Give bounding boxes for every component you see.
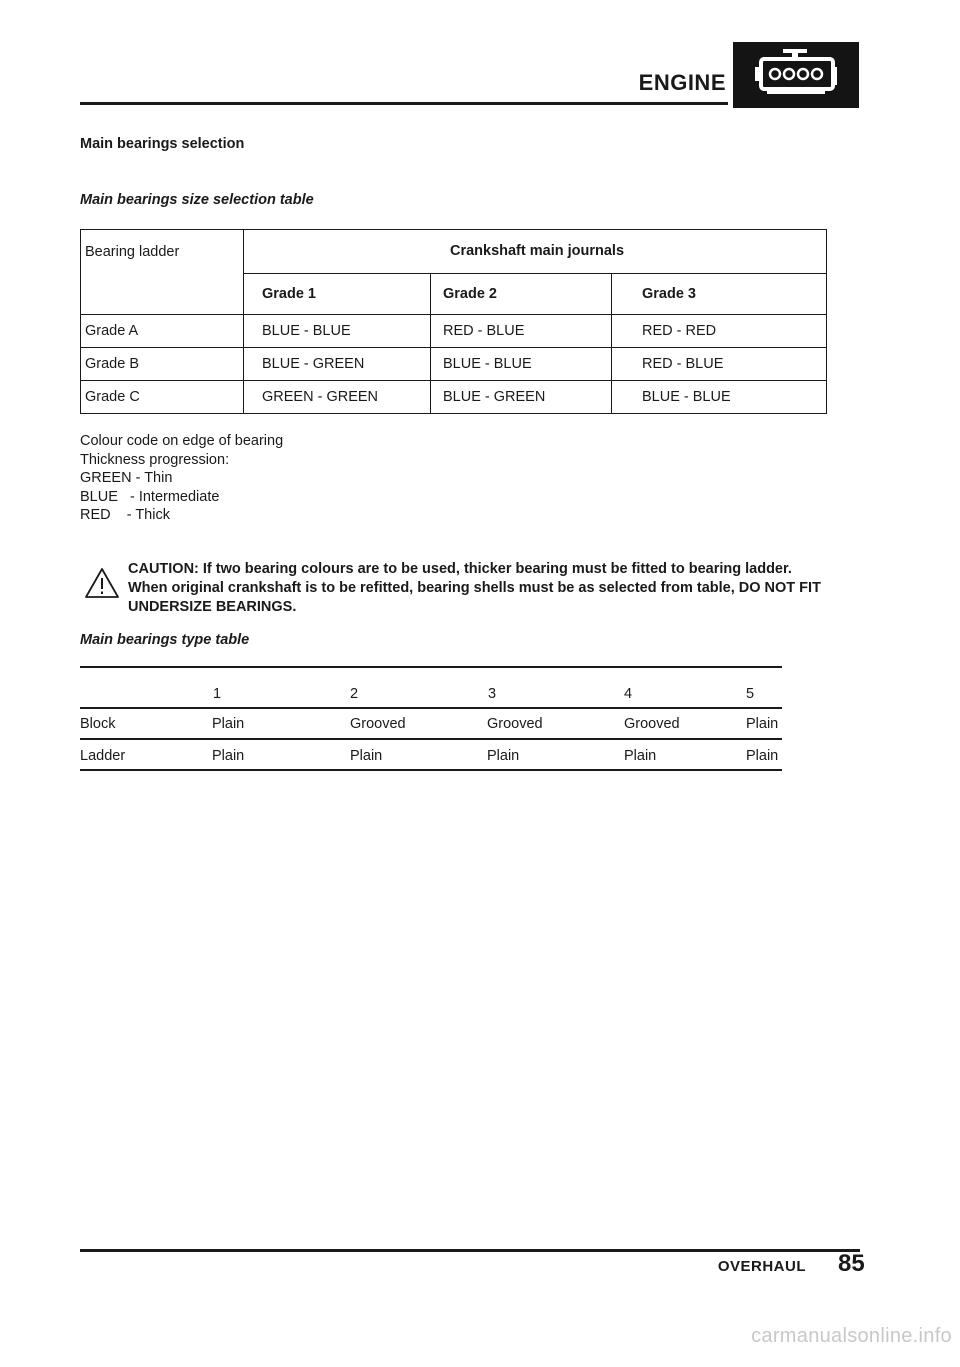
footer-rule (80, 1249, 860, 1252)
type-table-header-row (80, 686, 782, 706)
column-header: 1 (213, 686, 222, 702)
table-rule (80, 769, 782, 771)
table-cell: BLUE - GREEN (244, 348, 431, 381)
table-cell: Plain (746, 748, 779, 764)
row-label: Ladder (80, 748, 126, 764)
table-cell: Plain (212, 716, 245, 732)
caution-line: CAUTION: If two bearing colours are to be used, thicker bearing must be fitted to bearing ladder. (128, 561, 792, 577)
size-selection-table (80, 229, 827, 414)
column-header: 5 (746, 686, 755, 702)
table-cell: Plain (212, 748, 245, 764)
watermark: carmanualsonline.info (751, 1325, 952, 1347)
note-line: Colour code on edge of bearing (80, 433, 284, 449)
note-line: Thickness progression: (80, 451, 230, 468)
table-cell: BLUE - BLUE (244, 315, 431, 348)
table-cell: BLUE - BLUE (612, 381, 827, 414)
table-row (81, 315, 827, 348)
table-cell: RED - BLUE (612, 348, 827, 381)
caution-text (128, 560, 868, 617)
table-cell: Plain (746, 716, 779, 732)
table-row (81, 348, 827, 381)
table-cell: RED - BLUE (431, 315, 612, 348)
table-cell: GREEN - GREEN (244, 381, 431, 414)
size-table-title: Main bearings size selection table (80, 192, 314, 208)
colour-code-notes (80, 432, 283, 525)
row-label: Block (80, 716, 116, 732)
table-cell: Plain (350, 748, 383, 764)
column-header: 3 (488, 686, 497, 702)
table-cell: BLUE - GREEN (431, 381, 612, 414)
note-line: GREEN - Thin (80, 470, 173, 486)
table-row (80, 716, 782, 736)
grade-3-header: Grade 3 (612, 273, 827, 314)
table-rule (80, 666, 782, 668)
table-cell: Grooved (350, 716, 406, 732)
table-rule (80, 738, 782, 740)
column-header: 4 (624, 686, 633, 702)
warning-triangle-icon (84, 566, 120, 600)
crankshaft-journals-header: Crankshaft main journals (244, 230, 827, 274)
table-cell: RED - RED (612, 315, 827, 348)
page-header-title: ENGINE (638, 70, 726, 95)
table-cell: BLUE - BLUE (431, 348, 612, 381)
table-cell: Plain (487, 748, 520, 764)
table-cell: Plain (624, 748, 657, 764)
grade-2-header: Grade 2 (431, 273, 612, 314)
footer-section-label: OVERHAUL (717, 1258, 806, 1275)
bearing-ladder-header: Bearing ladder (81, 230, 244, 315)
engine-icon (733, 42, 859, 108)
caution-line: UNDERSIZE BEARINGS. (128, 599, 297, 615)
page-number: 85 (838, 1250, 865, 1277)
type-table-title: Main bearings type table (80, 632, 250, 648)
table-cell: Grooved (624, 716, 680, 732)
table-row (80, 748, 782, 768)
table-cell: Grooved (487, 716, 543, 732)
note-line: BLUE - Intermediate (80, 488, 220, 505)
row-label: Grade B (81, 348, 244, 381)
table-rule (80, 707, 782, 709)
column-header: 2 (350, 686, 359, 702)
caution-line: When original crankshaft is to be refitted, bearing shells must be as selected from table, DO NOT FIT (128, 580, 821, 596)
row-label: Grade A (81, 315, 244, 348)
row-label: Grade C (81, 381, 244, 414)
section-title: Main bearings selection (80, 136, 245, 152)
note-line: RED - Thick (80, 507, 170, 523)
grade-1-header: Grade 1 (244, 273, 431, 314)
table-row (81, 381, 827, 414)
header-rule (80, 102, 728, 105)
